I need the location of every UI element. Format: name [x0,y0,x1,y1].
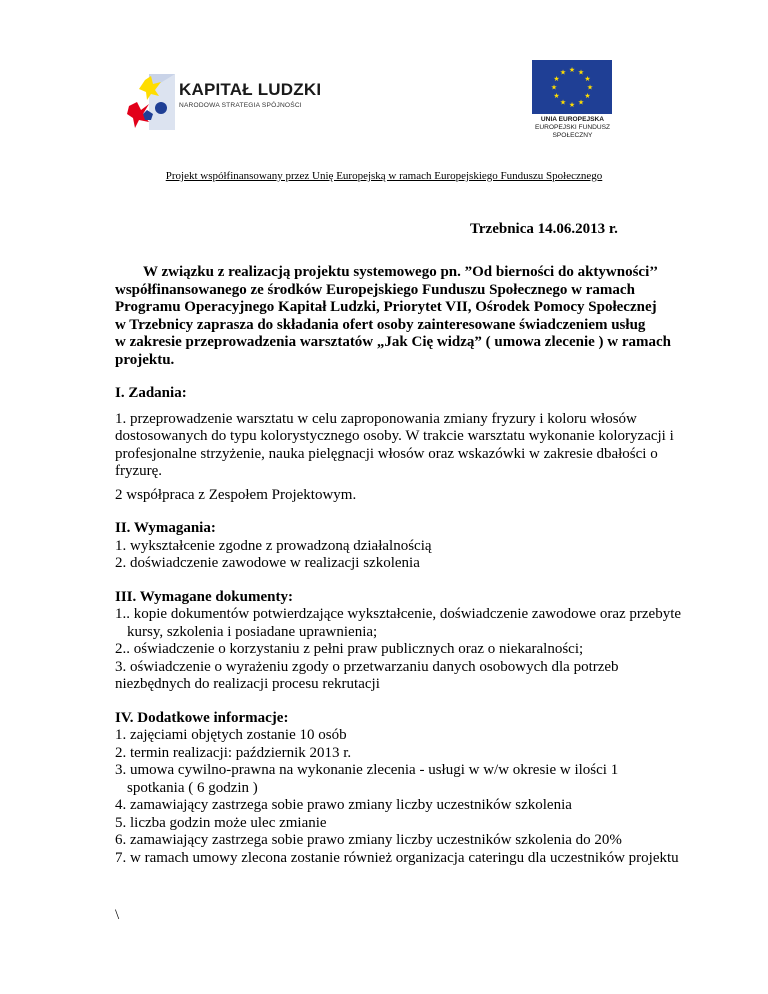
kapital-ludzki-subtitle: NARODOWA STRATEGIA SPÓJNOŚCI [179,102,302,109]
place-date: Trzebnica 14.06.2013 r. [470,221,618,237]
dokumenty-list [115,606,715,694]
section-heading-dodatkowe: IV. Dodatkowe informacje: [115,709,289,726]
dodatkowe-list [115,727,715,867]
kapital-ludzki-title: KAPITAŁ LUDZKI [179,80,322,99]
svg-text:★: ★ [553,92,560,100]
dodatkowe-item-2: 2. termin realizacji: październik 2013 r. [115,744,352,761]
section-heading-zadania: I. Zadania: [115,385,187,401]
eu-line-1: UNIA EUROPEJSKA [540,116,605,123]
document-body [115,264,715,867]
svg-text:★: ★ [559,68,567,77]
svg-text:★: ★ [584,92,591,100]
svg-text:★: ★ [550,83,558,92]
dodatkowe-item-5: 5. liczba godzin może ulec zmianie [115,814,327,831]
kapital-ludzki-logo [127,62,337,142]
dodatkowe-item-3: 3. umowa cywilno-prawna na wykonanie zlecenia - usługi w w/w okresie w ilości 1 [115,762,619,778]
svg-text:★: ★ [568,66,576,74]
dokumenty-item-3: 3. oświadczenie o wyrażeniu zgody o przetwarzaniu danych osobowych dla potrzeb [115,658,619,675]
dodatkowe-item-1: 1. zajęciami objętych zostanie 10 osób [115,727,347,743]
svg-text:★: ★ [577,98,585,107]
trailing-mark: \ [115,907,120,923]
dodatkowe-item-7: 7. w ramach umowy zlecona zostanie również organizacja cateringu dla uczestników projektu [115,849,679,866]
svg-text:★: ★ [559,98,567,107]
dokumenty-item-1-cont: kursy, szkolenia i posiadane uprawnienia; [127,623,378,640]
svg-text:★: ★ [568,101,576,109]
section-heading-dokumenty: III. Wymagane dokumenty: [115,588,293,605]
zadania-item-2: 2 współpraca z Zespołem Projektowym. [115,486,357,503]
zadania-item-1: 1. przeprowadzenie warsztatu w celu zaproponowania zmiany fryzury i koloru włosów dostosowanych do typu kolorystycznego osoby. W trakcie warsztatu wykonanie koloryzacji i profesjonalne strzyżenie, nauka pielęgnacji włosów oraz wskazówki w zakresie dbałości o fryzurę. [115,410,674,479]
section-heading-wymagania: II. Wymagania: [115,520,216,536]
dokumenty-item-2: 2.. oświadczenie o korzystaniu z pełni praw publicznych oraz o niekaralności; [115,641,584,657]
cofinancing-note: Projekt współfinansowany przez Unię Europejską w ramach Europejskiego Funduszu Społecznego [165,170,603,182]
dodatkowe-item-4: 4. zamawiający zastrzega sobie prawo zmiany liczby uczestników szkolenia [115,797,572,813]
eu-logo [510,54,635,152]
dokumenty-item-3-cont: niezbędnych do realizacji procesu rekrutacji [115,676,380,692]
svg-text:★: ★ [577,68,585,77]
eu-line-3: SPOŁECZNY [552,132,593,139]
dodatkowe-item-3-cont: spotkania ( 6 godzin ) [127,779,258,796]
wymagania-item-2: 2. doświadczenie zawodowe w realizacji szkolenia [115,555,420,571]
svg-text:★: ★ [553,75,560,83]
intro-paragraph: W związku z realizacją projektu systemowego pn. ”Od bierności do aktywności’’ współfinansowanego ze środków Europejskiego Funduszu Społecznego w ramach Programu Operacyjnego Kapitał Ludzki, Priorytet VII, Ośrodek Pomocy Społecznej w Trzebnicy zaprasza do składania ofert osoby zainteresowane świadczeniem usług w zakresie przeprowadzenia warsztatów „Jak Cię widzą” ( umowa zlecenie ) w ramach projektu. [115,264,672,368]
svg-text:★: ★ [586,83,594,92]
eu-flag-icon [532,60,612,114]
svg-text:★: ★ [584,75,591,83]
dodatkowe-item-6: 6. zamawiający zastrzega sobie prawo zmiany liczby uczestników szkolenia do 20% [115,832,622,848]
wymagania-item-1: 1. wykształcenie zgodne z prowadzoną działalnością [115,537,432,554]
eu-line-2: EUROPEJSKI FUNDUSZ [534,124,611,131]
kapital-ludzki-emblem-icon [127,62,177,142]
dokumenty-item-1: 1.. kopie dokumentów potwierdzające wykształcenie, doświadczenie zawodowe oraz przebyte [115,606,682,622]
